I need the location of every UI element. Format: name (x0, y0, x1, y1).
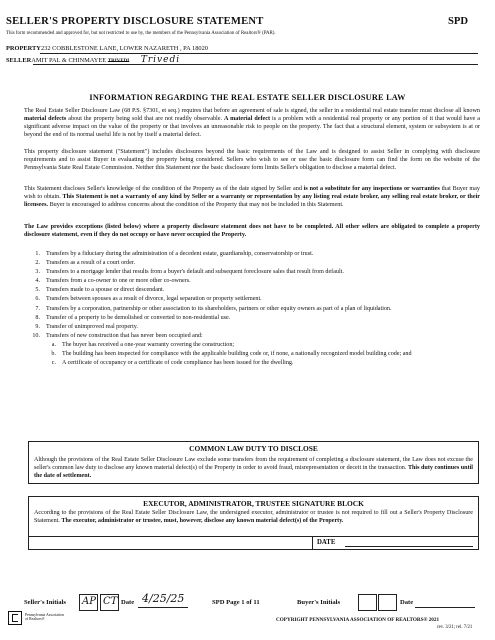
list-item (24, 259, 480, 268)
buyer-date-line[interactable] (415, 607, 475, 608)
p3-text-c: that Buyer may wish to obtain. (24, 186, 480, 200)
item-text: Transfer of unimproved real property. (46, 323, 138, 330)
executor-signature-row (29, 536, 478, 549)
sub-item-letter: a. (51, 341, 56, 348)
item-text: Transfers as a result of a court order. (46, 259, 136, 266)
list-item (24, 250, 480, 259)
list-item (24, 323, 480, 332)
seller-initials-label: Seller's Initials (24, 599, 66, 606)
seller-date-line (138, 607, 188, 608)
realtor-logo-icon (8, 611, 22, 625)
exceptions-list (24, 250, 480, 367)
paragraph-knowledge (24, 186, 480, 210)
p1-text-a: The Real Estate Seller Disclosure Law (68 P.S. §7301, et seq.) requires that before an agreement of sale is signed, the seller in a residential real estate transfer must disclose all known (24, 108, 480, 114)
item-number: 2. (35, 259, 40, 266)
executor-date-line[interactable] (345, 546, 473, 547)
common-law-title: COMMON LAW DUTY TO DISCLOSE (189, 444, 318, 453)
common-law-box (28, 441, 479, 484)
sub-list-item (46, 341, 480, 350)
list-item (24, 295, 480, 304)
buyer-initials-label: Buyer's Initials (297, 599, 341, 606)
seller-date-label: Date (121, 599, 135, 606)
p1-text-c: about the property being sold that are not readily observable. (66, 115, 225, 122)
seller-date-value: 4/25/25 (142, 592, 185, 605)
p1-text-d: A material defect (224, 115, 271, 122)
p1-text-e: is a problem with a residential real property or any portion of it that would have a significant adverse impact on the value of the property or that involves an unreasonable risk to people on the property. The fact that a structural element, system or subsystem is at or beyond the end of its normal useful life is not by itself a material defect. (24, 115, 480, 138)
common-law-text (29, 453, 478, 481)
item-text: Transfers by a fiduciary during the administration of a decedent estate, guardianship, conservatorship or trust. (46, 251, 314, 257)
p3-text-b: is not a substitute for any inspections or warranties (303, 186, 440, 192)
list-item (24, 314, 480, 323)
list-item (24, 286, 480, 295)
list-item (24, 305, 480, 313)
item-text: Transfers to a mortgage lender that results from a buyer's default and subsequent foreclosure sales that result from default. (46, 268, 344, 275)
item-number: 7. (35, 305, 40, 312)
buyer-initial-box-1[interactable] (358, 594, 377, 611)
paragraph-statement: This property disclosure statement ("Statement") includes disclosures beyond the basic requirements of the Law and is designed to assist Seller in complying with disclosure requirements and to assist Buyer in evaluating the property being considered. Sellers who wish to see or use the basic disclosure form can find the form on the website of the Pennsylvania State Real Estate Commission. Neither this Statement nor the basic disclosure form limits Seller's obligation to disclose a material defect. (24, 149, 480, 171)
form-code: SPD (448, 16, 469, 27)
property-line (6, 45, 478, 52)
item-number: 8. (35, 314, 40, 321)
p3-text-d: This Statement is not a warranty of any kind by Seller or a warranty or representation by any listing real estate broker, any selling real estate broker, or their licensees. (24, 193, 480, 208)
executor-text-a: According to the provisions of the Real Estate Seller Disclosure Law, the undersigned executor, administrator or trustee is not required to fill out a Seller's Property Disclosure Statement. (34, 510, 473, 524)
list-item (24, 268, 480, 277)
item-text: Transfers between spouses as a result of divorce, legal separation or property settlement. (46, 295, 262, 302)
item-text: Transfers by a corporation, partnership or other association to its shareholders, partners or other equity owners as part of a plan of liquidation. (46, 305, 392, 312)
item-text: Transfers from a co-owner to one or more other co-owners. (46, 277, 191, 284)
item-number: 9. (35, 323, 40, 330)
realtor-logo-text: Pennsylvania Association of Realtors® (25, 613, 64, 622)
property-underline (40, 53, 478, 54)
list-item (24, 277, 480, 286)
item-number: 4. (35, 277, 40, 284)
item-number: 10. (32, 332, 40, 339)
common-law-text-b: This duty continues until the date of settlement. (34, 464, 473, 479)
seller-initial-box-2[interactable] (100, 594, 119, 611)
list-item (24, 332, 480, 341)
buyer-date-label: Date (400, 599, 414, 606)
item-number: 5. (35, 286, 40, 293)
p3-text-a: This Statement discloses Seller's knowledge of the condition of the Property as of the date signed by Seller and (24, 186, 304, 192)
p1-text-b: material defects (24, 115, 67, 122)
sub-item-text: The building has been inspected for compliance with the applicable building code or, if none, a nationally recognized model building code; and (62, 350, 412, 357)
item-text: Transfers made to a spouse or direct descendant. (46, 286, 165, 293)
seller-initial-box-1[interactable] (79, 594, 98, 611)
item-number: 6. (35, 295, 40, 302)
item-text: Transfers of new construction that has never been occupied and: (46, 332, 203, 339)
executor-box (28, 496, 479, 550)
seller-initial-2: CT (103, 596, 118, 607)
seller-underline (33, 64, 478, 65)
sub-item-text: A certificate of occupancy or a certificate of code compliance has been issued for the dwelling. (62, 359, 294, 366)
buyer-initial-box-2[interactable] (378, 594, 397, 611)
item-number: 3. (35, 268, 40, 275)
executor-title: EXECUTOR, ADMINISTRATOR, TRUSTEE SIGNATURE BLOCK (143, 499, 364, 508)
seller-value: AMIT PAL & CHINMAYEE (31, 57, 107, 64)
seller-label: SELLER (6, 57, 32, 64)
page-number: SPD Page 1 of 11 (212, 599, 260, 606)
sub-list-item (46, 359, 480, 368)
common-law-text-a: Although the provisions of the Real Estate Seller Disclosure Law exclude some transfers from the requirement of completing a disclosure statement, the Law does not excuse the seller's common law duty to disclose any known material defect(s) of the Property in order to avoid fraud, misrepresentation or deceit in the transaction. (34, 457, 473, 471)
property-label: PROPERTY (6, 45, 41, 52)
paragraph-law (24, 108, 480, 140)
p3-text-e: Buyer is encouraged to address concerns about the condition of the Property that may not be included in this Statement. (48, 201, 344, 208)
revision: rev. 3/21; rel. 7/21 (437, 625, 473, 630)
executor-text-b: The executor, administrator or trustee, must, however, disclose any known material defect(s) of the Property. (61, 517, 344, 524)
paragraph-exceptions: The Law provides exceptions (listed below) where a property disclosure statement does not have to be completed. All other sellers are obligated to complete a property disclosure statement, even if they do not occupy or have never occupied the Property. (24, 224, 480, 238)
item-number: 1. (35, 251, 40, 257)
item-text: Transfer of a property to be demolished or converted to non-residential use. (46, 314, 231, 321)
form-note: This form recommended and approved for, but not restricted to use by, the members of the Pennsylvania Association of Realtors® (PAR). (6, 31, 276, 36)
sub-list-item (46, 350, 480, 358)
sub-item-letter: b. (51, 350, 56, 357)
sub-item-text: The buyer has received a one-year warranty covering the construction; (62, 341, 235, 348)
copyright: COPYRIGHT PENNSYLVANIA ASSOCIATION OF REALTORS® 2021 (276, 617, 440, 623)
seller-struck-name: TRIVEDI (107, 59, 130, 64)
seller-initial-1: AP (82, 596, 96, 607)
executor-text (29, 508, 478, 526)
section-heading: INFORMATION REGARDING THE REAL ESTATE SELLER DISCLOSURE LAW (89, 93, 406, 102)
form-title: SELLER'S PROPERTY DISCLOSURE STATEMENT (6, 16, 264, 27)
sub-item-letter: c. (51, 359, 56, 366)
seller-handwritten-name: Trivedi (140, 55, 181, 65)
property-value: 232 COBBLESTONE LANE, LOWER NAZARETH , PA 18020 (40, 45, 208, 52)
sub-list (24, 341, 480, 368)
executor-date-label: DATE (312, 537, 335, 549)
